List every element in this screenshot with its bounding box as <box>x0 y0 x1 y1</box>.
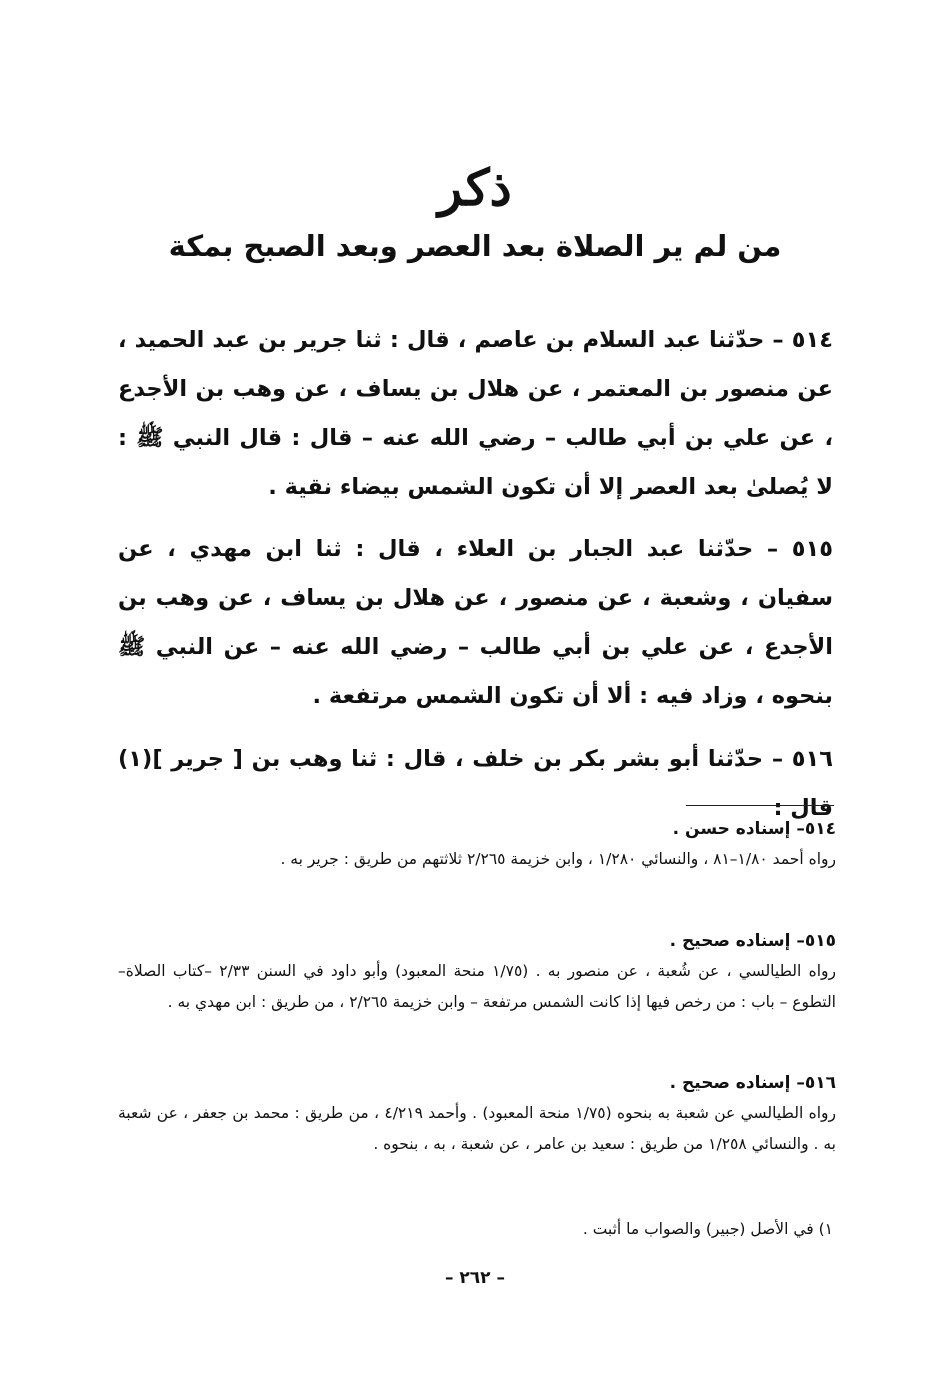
chapter-title: من لم ير الصلاة بعد العصر وبعد الصبح بمكة <box>168 229 782 263</box>
note-516-text: رواه الطيالسي عن شعبة به بنحوه (١/٧٥ منحة المعبود) . وأحمد ٤/٢١٩ ، من طريق : محمد بن جعفر ، عن شعبة به . والنسائي ١/٢٥٨ من طريق : سعيد بن عامر ، عن شعبة ، به ، بنحوه . <box>118 1104 836 1153</box>
note-515-heading: ٥١٥– إسناده صحيح . <box>669 931 836 951</box>
hadith-514: ٥١٤ – حدّثنا عبد السلام بن عاصم ، قال : ثنا جرير بن عبد الحميد ، عن منصور بن المعتمر ، عن هلال بن يساف ، عن وهب بن الأجدع ، عن علي بن أبي طالب – رضي الله عنه – قال : قال النبي ﷺ : لا يُصلىٰ بعد العصر إلا أن تكون الشمس بيضاء نقية . <box>118 327 833 500</box>
footnote-separator <box>686 805 834 806</box>
note-515 <box>118 926 836 1018</box>
note-515-text: رواه الطيالسي ، عن شُعبة ، عن منصور به . (١/٧٥ منحة المعبود) وأبو داود في السنن ٢/٣٣ –كتاب الصلاة– التطوع – باب : من رخص فيها إذا كانت الشمس مرتفعة – وابن خزيمة ٢/٢٦٥ ، من طريق : ابن مهدي به . <box>118 962 836 1011</box>
page-number: – ٢٦٢ – <box>445 1268 505 1288</box>
section-heading: ذكر <box>438 158 512 217</box>
footnote-1: ١) في الأصل (جبير) والصواب ما أثبت . <box>582 1220 833 1238</box>
hadith-515: ٥١٥ – حدّثنا عبد الجبار بن العلاء ، قال : ثنا ابن مهدي ، عن سفيان ، وشعبة ، عن منصور ، عن هلال بن يساف ، عن وهب بن الأجدع ، عن علي بن أبي طالب – رضي الله عنه – عن النبي ﷺ بنحوه ، وزاد فيه : ألا أن تكون الشمس مرتفعة . <box>118 536 833 709</box>
note-514-heading: ٥١٤– إسناده حسن . <box>672 819 836 839</box>
note-516-heading: ٥١٦– إسناده صحيح . <box>669 1073 836 1093</box>
hadith-516: ٥١٦ – حدّثنا أبو بشر بكر بن خلف ، قال : ثنا وهب بن [ جرير ](١) قال : <box>118 746 833 821</box>
note-514-text: رواه أحمد ١/٨٠–٨١ ، والنسائي ١/٢٨٠ ، وابن خزيمة ٢/٢٦٥ ثلاثتهم من طريق : جرير به . <box>280 850 836 868</box>
note-514 <box>118 814 836 875</box>
note-516 <box>118 1068 836 1160</box>
